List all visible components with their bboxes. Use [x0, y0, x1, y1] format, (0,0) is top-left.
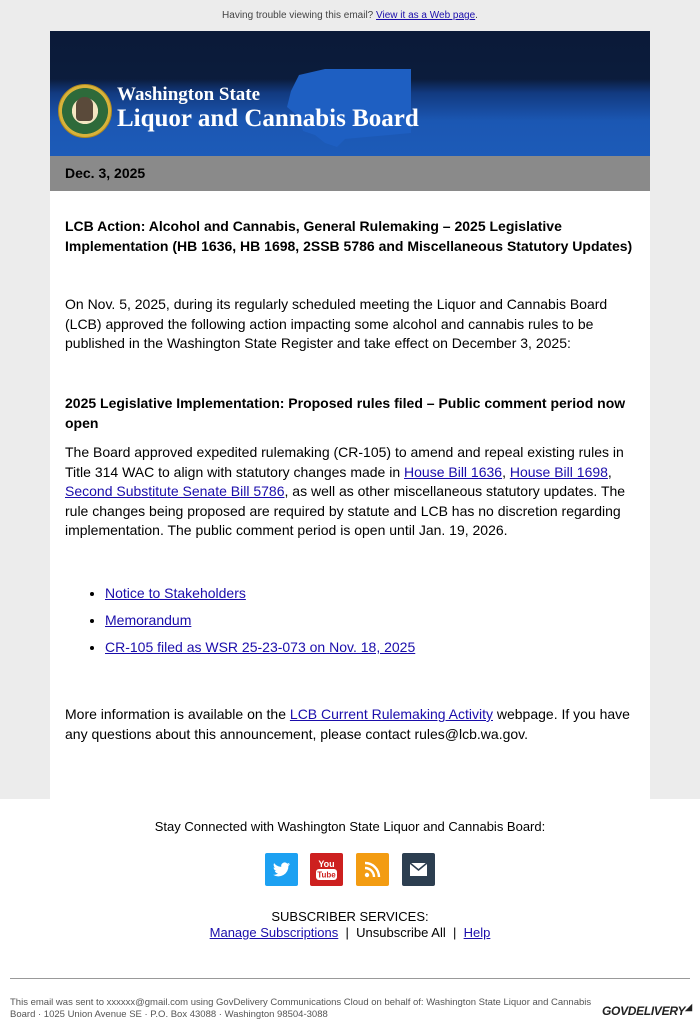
subscriber-services: [0, 909, 700, 941]
view-web-page-link[interactable]: View it as a Web page: [376, 10, 476, 21]
resource-links: [65, 584, 680, 665]
rss-icon[interactable]: [356, 853, 389, 886]
view-online-text: Having trouble viewing this email?: [222, 10, 374, 21]
separator: ,: [607, 463, 612, 480]
state-seal-icon: [58, 84, 112, 138]
rulemaking-activity-link[interactable]: LCB Current Rulemaking Activity: [289, 706, 493, 722]
email-icon[interactable]: [402, 853, 435, 886]
youtube-icon[interactable]: [310, 853, 343, 886]
unsubscribe-all-text[interactable]: Unsubscribe All: [356, 925, 446, 940]
house-bill-1636-link[interactable]: House Bill 1636: [404, 463, 503, 480]
subscriber-services-heading: SUBSCRIBER SERVICES:: [271, 909, 429, 924]
separator: |: [452, 925, 457, 940]
more-text-1: More information is available on the: [65, 706, 290, 722]
brand-line1: Washington State: [117, 84, 261, 105]
more-info-paragraph: [65, 705, 640, 744]
list-item: [105, 584, 680, 611]
notice-to-stakeholders-link[interactable]: Notice to Stakeholders: [105, 585, 246, 601]
footer-divider: [10, 978, 690, 979]
govdelivery-logo-text: GOVDELIVERY: [602, 1004, 686, 1018]
more-text-2: webpage. If you have any questions about this announcement, please contact rules@lcb.wa.gov.: [65, 706, 630, 742]
senate-bill-5786-link[interactable]: Second Substitute Senate Bill 5786: [65, 483, 285, 499]
manage-subscriptions-link[interactable]: Manage Subscriptions: [209, 925, 339, 940]
help-link[interactable]: Help: [463, 925, 491, 940]
stay-connected-text: Stay Connected with Washington State Liquor and Cannabis Board:: [154, 819, 546, 834]
list-item: [105, 611, 680, 638]
body-text-2: , as well as other miscellaneous statutory updates. The rule changes being proposed are required by statute and LCB has no discretion regarding implementation. The public comment period is open until Jan. 19, 2026.: [65, 483, 626, 538]
svg-text:Tube: Tube: [317, 870, 336, 880]
house-bill-1698-link[interactable]: House Bill 1698: [509, 463, 608, 480]
section-heading: 2025 Legislative Implementation: Proposed rules filed – Public comment period now open: [65, 395, 626, 431]
memorandum-link[interactable]: Memorandum: [105, 612, 192, 628]
view-online-notice: Having trouble viewing this email? View it as a Web page.: [222, 10, 478, 21]
list-item: [105, 638, 680, 665]
brand-line2: Liquor and Cannabis Board: [117, 105, 419, 132]
govdelivery-logo: [602, 1002, 692, 1018]
social-icons: [265, 853, 435, 887]
cr-105-link[interactable]: CR-105 filed as WSR 25-23-073 on Nov. 18, 2025: [105, 639, 416, 655]
twitter-icon[interactable]: [265, 853, 298, 886]
footer-note: This email was sent to xxxxxx@gmail.com using GovDelivery Communications Cloud on behalf of: Washington State Liquor and Cannabis Board · 1025 Union Avenue SE · P.O. Box 43088 · Washington 98504-3088: [10, 997, 592, 1020]
separator: |: [345, 925, 349, 940]
article-title: LCB Action: Alcohol and Cannabis, General Rulemaking – 2025 Legislative Implementation (HB 1636, HB 1698, 2SSB 5786 and Miscellaneous Statutory Updates): [65, 218, 633, 254]
body-paragraph: [65, 443, 640, 541]
intro-paragraph: On Nov. 5, 2025, during its regularly scheduled meeting the Liquor and Cannabis Board (LCB) approved the following action impacting some alcohol and cannabis rules to be published in the Washington State Register and take effect on December 3, 2025:: [65, 296, 608, 351]
body-text-1: The Board approved expedited rulemaking (CR-105) to amend and repeal existing rules in Title 314 WAC to align with statutory changes made in: [65, 444, 624, 480]
issue-date: Dec. 3, 2025: [50, 156, 650, 191]
speech-bubble-icon: ◢: [685, 1002, 692, 1012]
email-body: [50, 31, 650, 799]
header-banner: [50, 31, 650, 156]
separator: ,: [502, 463, 510, 480]
svg-text:You: You: [318, 859, 335, 869]
